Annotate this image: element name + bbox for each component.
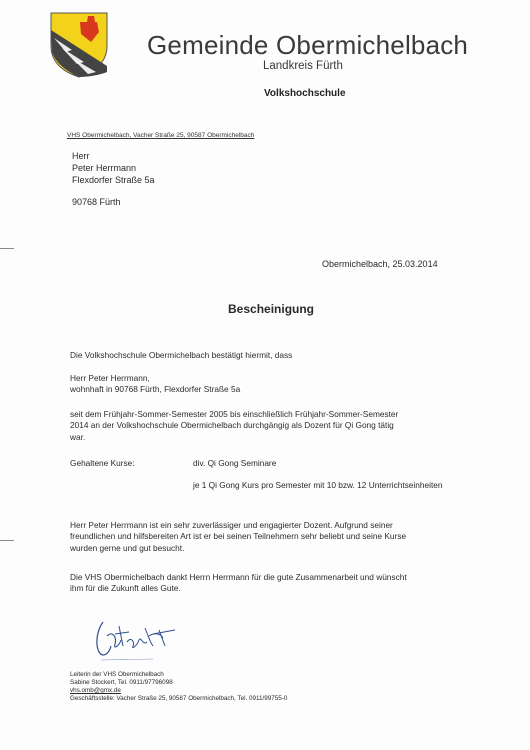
person-paragraph bbox=[70, 373, 240, 396]
recipient-salutation: Herr bbox=[72, 151, 90, 161]
person-name-line: Herr Peter Herrmann, bbox=[70, 373, 150, 383]
document-title: Bescheinigung bbox=[228, 302, 315, 316]
assessment-line: Herr Peter Herrmann ist ein sehr zuverlässiger und engagierter Dozent. Aufgrund seiner bbox=[70, 520, 393, 530]
intro-text: Die Volkshochschule Obermichelbach bestätigt hiermit, dass bbox=[70, 350, 293, 360]
assessment-line: freundlichen und hilfsbereiten Art ist er bei seinen Teilnehmern sehr beliebt und seine Kurse bbox=[70, 531, 407, 542]
department-name: Volkshochschule bbox=[264, 88, 346, 99]
org-name: Gemeinde Obermichelbach bbox=[147, 30, 469, 60]
fold-mark bbox=[0, 248, 14, 249]
email-link[interactable]: vhs.omb@gmx.de bbox=[70, 687, 121, 695]
period-line: war. bbox=[70, 431, 86, 442]
course-item: je 1 Qi Gong Kurs pro Semester mit 10 bzw. 12 Unterrichtseinheiten bbox=[193, 480, 443, 490]
signer-name: Sabine Stockert, Tel. 0911/97796098 bbox=[70, 679, 173, 687]
recipient-city: 90768 Fürth bbox=[72, 197, 121, 207]
period-line: seit dem Frühjahr-Sommer-Semester 2005 bis einschließlich Frühjahr-Sommer-Semester bbox=[70, 409, 399, 419]
fold-mark bbox=[0, 540, 14, 541]
courses-label: Gehaltene Kurse: bbox=[70, 458, 135, 468]
period-line: 2014 an der Volkshochschule Obermichelbach durchgängig als Dozent für Qi Gong tätig bbox=[70, 420, 394, 431]
district-name: Landkreis Fürth bbox=[263, 60, 343, 72]
intro-paragraph bbox=[70, 350, 292, 361]
letter-date: Obermichelbach, 25.03.2014 bbox=[322, 259, 438, 269]
thanks-line: ihm für die Zukunft alles Gute. bbox=[70, 583, 181, 594]
thanks-paragraph bbox=[70, 572, 407, 595]
office-address: Geschäftsstelle: Vacher Straße 25, 90587 Obermichelbach, Tel. 0911/99755-0 bbox=[70, 695, 288, 703]
period-paragraph bbox=[70, 409, 398, 443]
recipient-street: Flexdorfer Straße 5a bbox=[72, 175, 155, 185]
sender-return-address: VHS Obermichelbach, Vacher Straße 25, 90587 Obermichelbach bbox=[67, 132, 255, 139]
handwritten-signature bbox=[93, 616, 183, 662]
assessment-line: wurden gerne und gut besucht. bbox=[70, 542, 185, 553]
thanks-line: Die VHS Obermichelbach dankt Herrn Herrmann für die gute Zusammenarbeit und wünscht bbox=[70, 572, 407, 582]
person-address-line: wohnhaft in 90768 Fürth, Flexdorfer Straße 5a bbox=[70, 384, 241, 395]
recipient-name: Peter Herrmann bbox=[72, 163, 137, 173]
assessment-paragraph bbox=[70, 520, 406, 554]
signer-role: Leiterin der VHS Obermichelbach bbox=[70, 671, 164, 678]
coat-of-arms-icon bbox=[50, 12, 108, 78]
footer-block bbox=[70, 671, 287, 703]
course-item: div. Qi Gong Seminare bbox=[193, 458, 277, 468]
